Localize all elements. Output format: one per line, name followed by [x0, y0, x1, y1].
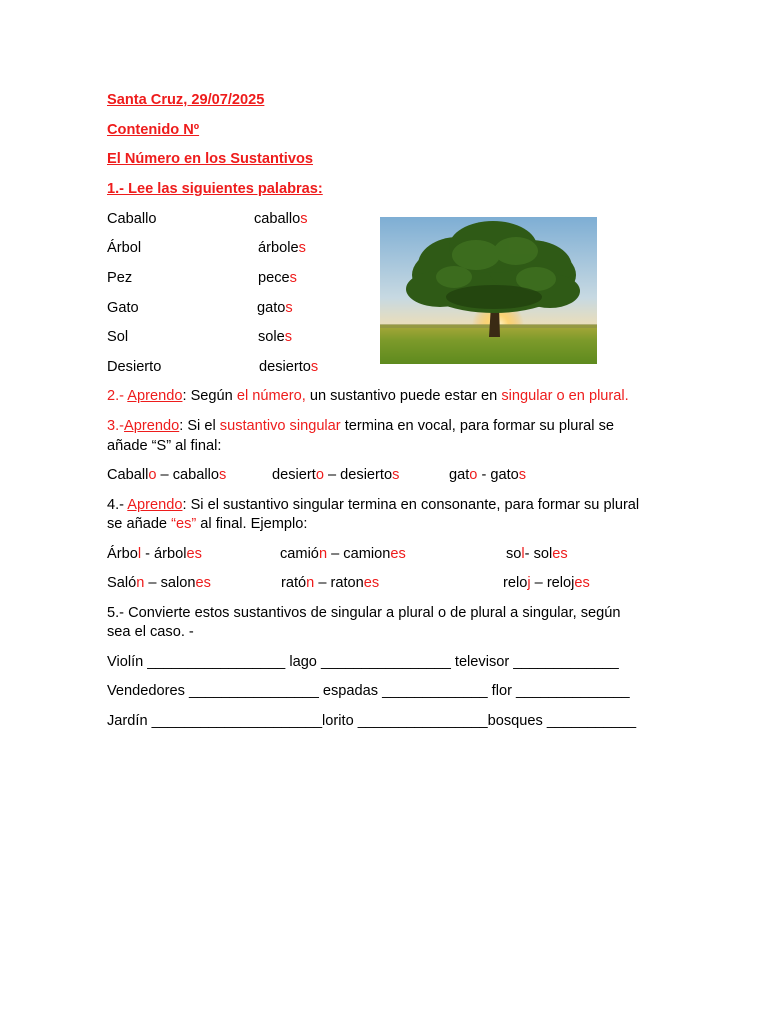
fill-blank-line[interactable]: Vendedores ________________ espadas _____________ flor ______________ — [107, 683, 630, 699]
word-plural: soles — [258, 329, 293, 345]
word-singular: Gato — [107, 300, 139, 316]
section-4-text: 4.- Aprendo: Si el sustantivo singular termina en consonante, para formar su plural — [107, 497, 640, 513]
example-item: reloj – relojes — [503, 575, 590, 591]
section-5-text: 5.- Convierte estos sustantivos de singular a plural o de plural a singular, según — [107, 605, 621, 621]
exercise-1-heading: 1.- Lee las siguientes palabras: — [107, 181, 323, 197]
vowel-examples — [107, 466, 667, 484]
section-3-text-line2: añade “S” al final: — [107, 438, 222, 454]
consonant-examples-row-2 — [107, 574, 667, 592]
tree-photo — [380, 217, 597, 364]
fill-blank-line[interactable]: Violín _________________ lago ________________ televisor _____________ — [107, 654, 619, 670]
word-singular: Árbol — [107, 240, 142, 256]
example-item: ratón – ratones — [281, 575, 380, 591]
section-2-text: 2.- Aprendo: Según el número, un sustantivo puede estar en singular o en plural. — [107, 388, 629, 404]
tree-illustration — [380, 217, 597, 364]
example-item: Caballo – caballos — [107, 467, 227, 483]
example-item: Árbol - árboles — [107, 546, 202, 562]
example-item: desierto – desiertos — [272, 467, 400, 483]
word-singular: Pez — [107, 270, 133, 286]
word-singular: Sol — [107, 329, 129, 345]
example-item: Salón – salones — [107, 575, 211, 591]
date-heading: Santa Cruz, 29/07/2025 — [107, 92, 265, 108]
fill-blank-line[interactable]: Jardín _____________________lorito ________________bosques ___________ — [107, 713, 637, 729]
example-item: sol- soles — [506, 546, 568, 562]
word-plural: gatos — [257, 300, 293, 316]
section-4-text-line2: se añade “es” al final. Ejemplo: — [107, 516, 308, 532]
contenido-heading: Contenido Nº — [107, 122, 200, 138]
section-5-text-line2: sea el caso. - — [107, 624, 194, 640]
consonant-examples-row-1 — [107, 545, 667, 563]
word-plural: peces — [258, 270, 297, 286]
document-title: El Número en los Sustantivos — [107, 151, 313, 167]
word-singular: Desierto — [107, 359, 162, 375]
word-plural: desiertos — [259, 359, 319, 375]
word-singular: Caballo — [107, 211, 157, 227]
example-item: camión – camiones — [280, 546, 406, 562]
word-plural: caballos — [254, 211, 308, 227]
section-3-text: 3.-Aprendo: Si el sustantivo singular termina en vocal, para formar su plural se — [107, 418, 615, 434]
example-item: gato - gatos — [449, 467, 527, 483]
word-plural: árboles — [258, 240, 306, 256]
